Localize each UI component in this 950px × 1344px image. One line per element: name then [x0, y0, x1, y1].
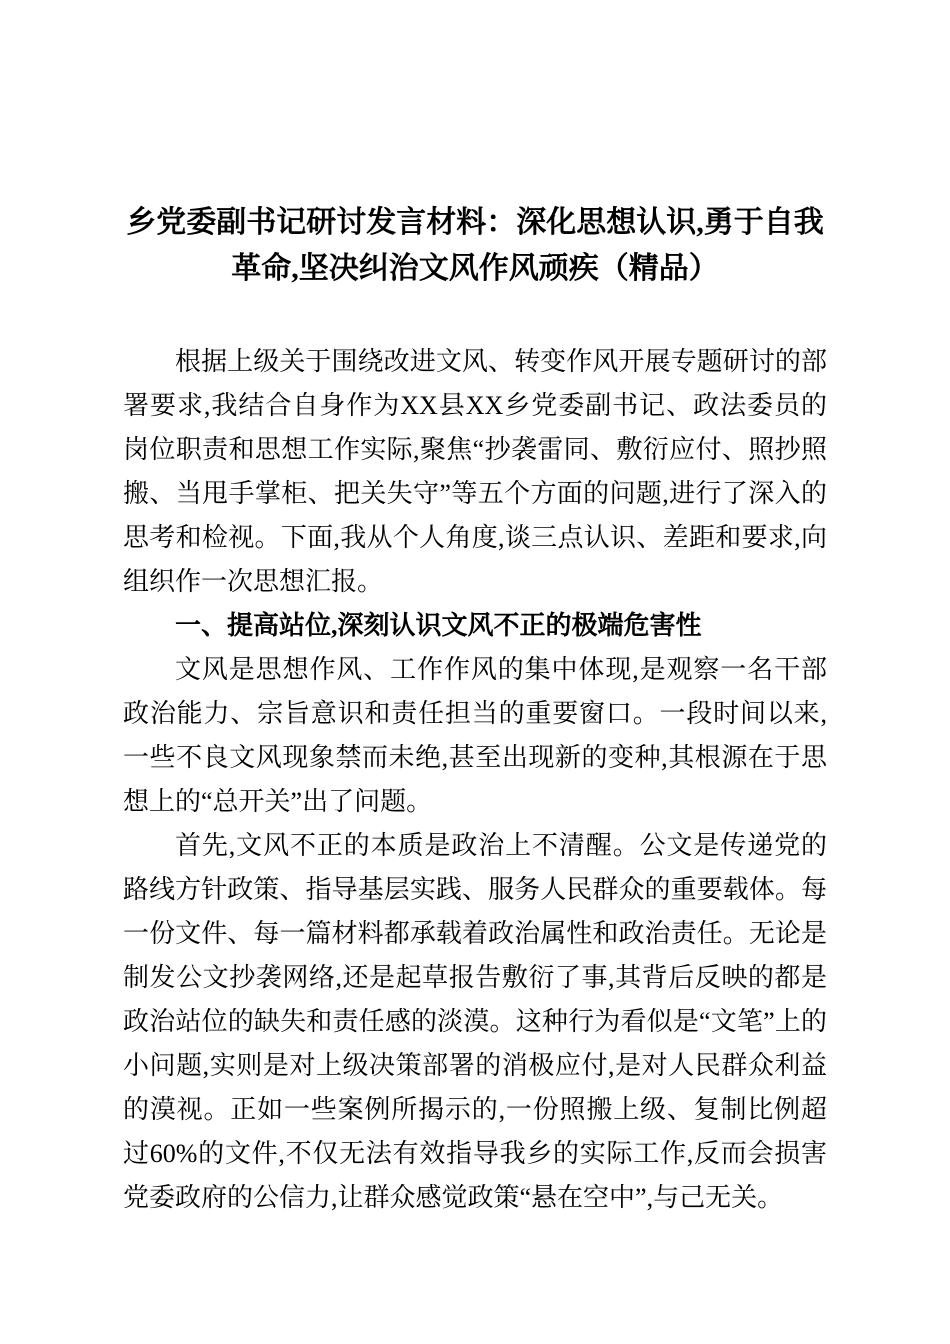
document-title	[123, 200, 827, 292]
section-1-paragraph-1: 文风是思想作风、工作作风的集中体现,是观察一名干部政治能力、宗旨意识和责任担当的重要窗口。一段时间以来,一些不良文风现象禁而未绝,甚至出现新的变种,其根源在于思想上的“总开关”出了问题。	[123, 655, 827, 817]
document-body	[123, 340, 827, 1220]
section-1-heading: 一、提高站位,深刻认识文风不正的极端危害性	[175, 611, 702, 641]
section-1-paragraph-2: 首先,文风不正的本质是政治上不清醒。公文是传递党的路线方针政策、指导基层实践、服务人民群众的重要载体。每一份文件、每一篇材料都承载着政治属性和政治责任。无论是制发公文抄袭网络,还是起草报告敷衍了事,其背后反映的都是政治站位的缺失和责任感的淡漠。这种行为看似是“文笔”上的小问题,实则是对上级决策部署的消极应付,是对人民群众利益的漠视。正如一些案例所揭示的,一份照搬上级、复制比例超过60%的文件,不仅无法有效指导我乡的实际工作,反而会损害党委政府的公信力,让群众感觉政策“悬在空中”,与己无关。	[123, 831, 827, 1213]
intro-paragraph: 根据上级关于围绕改进文风、转变作风开展专题研讨的部署要求,我结合自身作为XX县XX乡党委副书记、政法委员的岗位职责和思想工作实际,聚焦“抄袭雷同、敷衍应付、照抄照搬、当甩手掌柜、把关失守”等五个方面的问题,进行了深入的思考和检视。下面,我从个人角度,谈三点认识、差距和要求,向组织作一次思想汇报。	[123, 347, 827, 597]
document-title-line-1: 乡党委副书记研讨发言材料：深化思想认识,勇于自我	[126, 206, 824, 240]
document-title-line-2: 革命,坚决纠治文风作风顽疾（精品）	[231, 252, 719, 286]
